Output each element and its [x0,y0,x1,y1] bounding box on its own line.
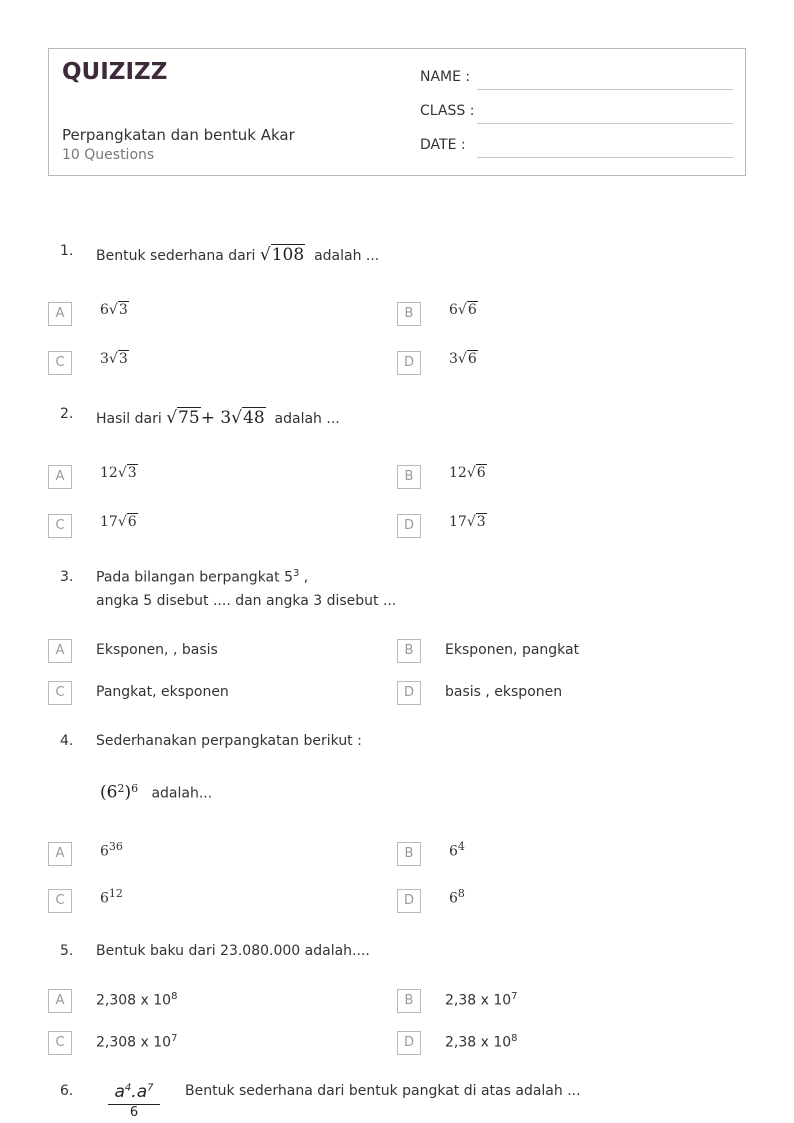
option-letter-b: B [397,989,421,1013]
option-b[interactable]: Eksponen, pangkat [445,642,580,658]
exponent: 7 [171,1033,178,1044]
sqrt-expression: √6 [466,465,486,481]
option-d[interactable] [449,514,487,530]
option-a[interactable] [100,840,123,860]
exponent: 12 [108,887,123,900]
option-letter-a: A [48,639,72,663]
radicand: 3 [118,351,128,367]
question-prefix: Bentuk sederhana dari [96,248,256,264]
option-b[interactable] [449,840,465,860]
fraction-denominator: 6 [129,1105,139,1120]
radicand: 3 [118,302,128,318]
date-line[interactable] [477,157,733,158]
option-a[interactable] [100,302,129,318]
radicand: 6 [467,302,477,318]
inner-exponent: 2 [117,782,125,795]
name-line[interactable] [477,89,733,90]
option-coefficient: 12 [100,465,118,481]
option-d[interactable] [445,1033,518,1051]
question-number: 6. [60,1083,74,1099]
option-c[interactable] [100,514,138,530]
question-number: 1. [60,243,74,259]
option-a[interactable] [96,991,177,1009]
radicand: 6 [467,351,477,367]
option-base: 6 [449,843,458,860]
sqrt-expression: √6 [117,514,137,530]
option-c[interactable] [96,1033,177,1051]
option-base: 6 [100,890,109,907]
expr-close: ) [124,782,132,803]
radicand: 48 [243,408,265,428]
option-base: 2,38 x 10 [445,1034,512,1051]
radicand: 108 [271,245,305,265]
option-d[interactable] [449,887,465,907]
question-text-line-1 [96,568,308,586]
question-text: Sederhanakan perpangkatan berikut : [96,733,362,749]
question-count: 10 Questions [62,147,155,163]
exponent: 8 [457,887,465,900]
question-text [96,245,379,265]
option-base: 6 [100,843,109,860]
option-a[interactable]: Eksponen, , basis [96,642,218,658]
worksheet-title: Perpangkatan dan bentuk Akar [62,126,295,144]
question-number: 5. [60,943,74,959]
expr-base: (6 [100,782,118,803]
option-base: 2,38 x 10 [445,992,512,1009]
option-coefficient: 3 [100,351,109,367]
option-base: 6 [449,890,458,907]
option-letter-c: C [48,681,72,705]
option-letter-a: A [48,842,72,866]
option-b[interactable] [445,991,518,1009]
exponent: 3 [292,568,300,579]
option-letter-a: A [48,989,72,1013]
radicand: 75 [178,408,200,428]
option-b[interactable] [449,465,487,481]
option-base: 2,308 x 10 [96,992,172,1009]
question-number: 2. [60,406,74,422]
option-letter-a: A [48,465,72,489]
option-letter-c: C [48,351,72,375]
option-coefficient: 3 [449,351,458,367]
sqrt-expression: √6 [457,351,477,367]
dot: . [131,1082,137,1102]
exponent: 4 [124,1082,132,1094]
sqrt-expression: √3 [466,514,486,530]
variable: a [114,1082,125,1102]
sqrt-expression: √108 [259,245,305,265]
class-label: CLASS : [420,103,475,119]
sqrt-expression: √3 [117,465,137,481]
option-letter-d: D [397,351,421,375]
option-letter-b: B [397,639,421,663]
option-letter-b: B [397,842,421,866]
option-c[interactable] [100,351,129,367]
exponent: 8 [511,1033,518,1044]
option-d[interactable]: basis , eksponen [445,684,563,700]
question-suffix: adalah... [151,785,213,802]
question-prefix: Pada bilangan berpangkat 5 [96,569,293,586]
option-letter-c: C [48,889,72,913]
power-expression [100,782,212,803]
exponent: 7 [511,991,518,1002]
option-letter-a: A [48,302,72,326]
question-text: Bentuk sederhana dari bentuk pangkat di atas adalah ... [185,1083,581,1099]
exponent: 7 [147,1082,154,1094]
question-text: Bentuk baku dari 23.080.000 adalah.... [96,943,370,959]
question-suffix: adalah ... [314,248,380,264]
question-text-line-2: angka 5 disebut .... dan angka 3 disebut ... [96,593,397,609]
option-coefficient: 17 [100,514,118,530]
sqrt-expression: √3 [108,302,128,318]
radicand: 6 [127,514,137,530]
option-c[interactable] [100,887,123,907]
option-a[interactable] [100,465,138,481]
option-letter-b: B [397,465,421,489]
variable: a [136,1082,148,1102]
question-number: 3. [60,569,74,585]
exponent: 4 [457,840,465,853]
option-coefficient: 17 [449,514,467,530]
option-letter-d: D [397,681,421,705]
fraction-expression [108,1082,160,1120]
plus-term: + 3 [200,408,232,428]
option-letter-c: C [48,514,72,538]
option-letter-c: C [48,1031,72,1055]
option-base: 2,308 x 10 [96,1034,172,1051]
exponent: 36 [108,840,123,853]
question-text [96,408,340,428]
sqrt-expression: √3 [108,351,128,367]
option-c[interactable]: Pangkat, eksponen [96,684,229,700]
option-letter-b: B [397,302,421,326]
option-d[interactable] [449,351,478,367]
sqrt-expression: √6 [457,302,477,318]
option-b[interactable] [449,302,478,318]
option-letter-d: D [397,1031,421,1055]
question-prefix: Hasil dari [96,411,162,427]
radicand: 6 [476,465,486,481]
class-line[interactable] [477,123,733,124]
option-letter-d: D [397,889,421,913]
radicand: 3 [127,465,137,481]
name-label: NAME : [420,69,471,85]
question-suffix: , [299,569,309,586]
fraction-numerator [108,1082,160,1105]
option-coefficient: 12 [449,465,467,481]
radicand: 3 [476,514,486,530]
question-suffix: adalah ... [274,411,340,427]
worksheet-header [48,48,746,176]
date-label: DATE : [420,137,466,153]
option-coefficient: 6 [449,302,458,318]
sqrt-expression: √48 [231,408,265,428]
exponent: 8 [171,991,178,1002]
option-coefficient: 6 [100,302,109,318]
question-number: 4. [60,733,74,749]
sqrt-expression: √75 [166,408,200,428]
outer-exponent: 6 [131,782,139,795]
quizizz-logo: QUIZIZZ [62,59,168,85]
option-letter-d: D [397,514,421,538]
